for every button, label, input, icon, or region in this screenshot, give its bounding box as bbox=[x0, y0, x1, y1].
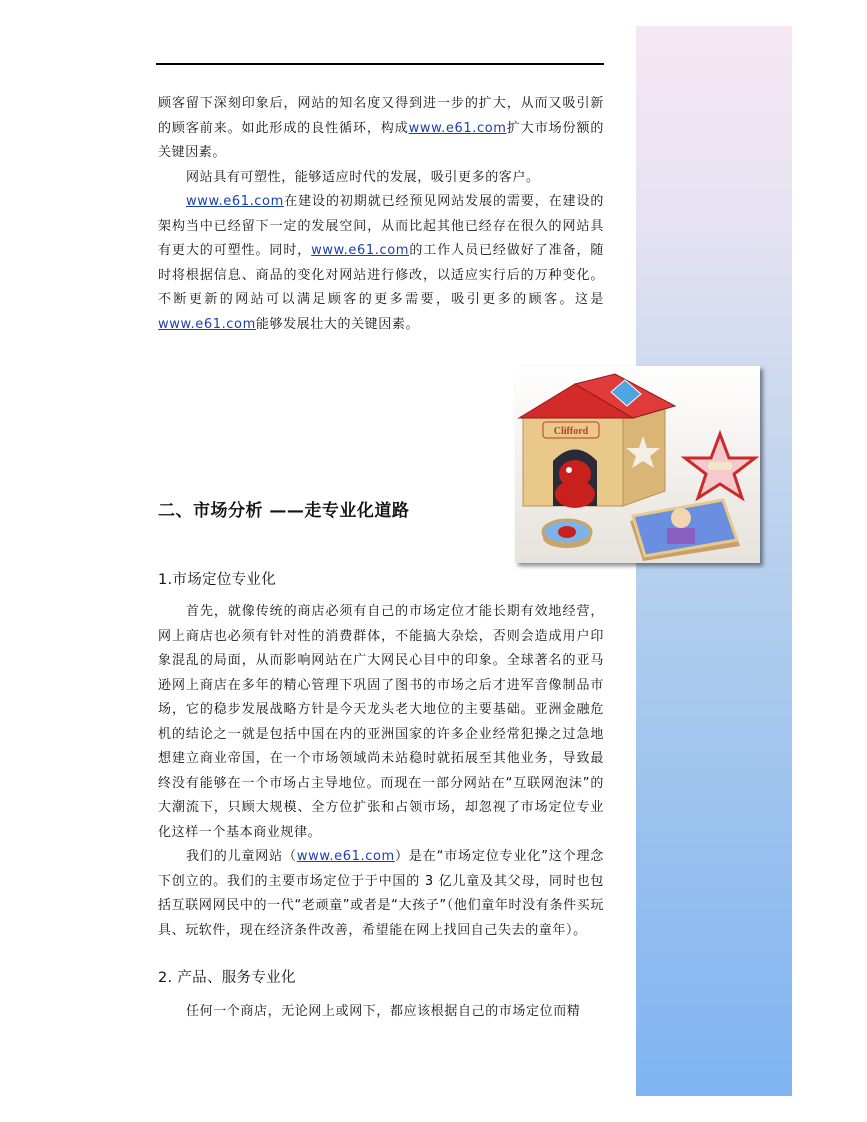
brand-logo-text: Clifford bbox=[553, 426, 589, 437]
section2-text-block bbox=[158, 600, 604, 943]
site-link[interactable]: www.e61.com bbox=[296, 849, 395, 864]
section-heading: 二、市场分析 ——走专业化道路 bbox=[158, 501, 410, 521]
paragraph: www.e61.com在建设的初期就已经预见网站发展的需要，在建设的架构当中已经留下一定的发展空间，从而比起其他已经存在很久的网站具有更大的可塑性。同时，www.e61.com的工作人员已经做好了准备，随时将根据信息、商品的变化对网站进行修改，以适应实行后的万种变化。不断更新的网站可以满足顾客的更多需要，吸引更多的顾客。这是www.e61.com能够发展壮大的关键因素。 bbox=[158, 194, 604, 332]
toy-illustration bbox=[515, 366, 760, 563]
paragraph: 我们的儿童网站（www.e61.com）是在“市场定位专业化”这个理念下创立的。我们的主要市场定位于于中国的 3 亿儿童及其父母，同时也包括互联网网民中的一代“老顽童”或者是“大孩子”（他们童年时没有条件买玩具、玩软件，现在经济条件改善，希望能在网上找回自己失去的童年）。 bbox=[158, 849, 604, 938]
paragraph: 顾客留下深刻印象后，网站的知名度又得到进一步的扩大，从而又吸引新的顾客前来。如此形成的良性循环，构成www.e61.com扩大市场份额的关键因素。 bbox=[158, 96, 604, 160]
subsection-heading-1: 1.市场定位专业化 bbox=[158, 572, 277, 588]
site-link[interactable]: www.e61.com bbox=[408, 120, 507, 136]
paragraph: 首先，就像传统的商店必须有自己的市场定位才能长期有效地经营，网上商店也必须有针对性的消费群体，不能搞大杂烩，否则会造成用户印象混乱的局面，从而影响网站在广大网民心目中的印象。全球著名的亚马逊网上商店在多年的精心管理下巩固了图书的市场之后才进军音像制品市场，它的稳步发展战略方针是今天龙头老大地位的主要基础。亚洲金融危机的结论之一就是包括中国在内的亚洲国家的许多企业经常犯操之过急地想建立商业帝国，在一个市场领域尚未站稳时就拓展至其他业务，导致最终没有能够在一个市场占主导地位。而现在一部分网站在“互联网泡沫”的大潮流下，只顾大规模、全方位扩张和占领市场，却忽视了市场定位专业化这样一个基本商业规律。 bbox=[158, 604, 604, 840]
toy-doghouse-photo bbox=[515, 366, 760, 563]
header-rule bbox=[156, 63, 604, 65]
site-link[interactable]: www.e61.com bbox=[186, 194, 284, 209]
subsection-heading-2: 2. 产品、服务专业化 bbox=[158, 970, 296, 986]
site-link[interactable]: www.e61.com bbox=[311, 243, 410, 258]
section2-text-block-2 bbox=[158, 1000, 604, 1025]
site-link[interactable]: www.e61.com bbox=[158, 316, 256, 332]
paragraph: 任何一个商店，无论网上或网下，都应该根据自己的市场定位而精 bbox=[186, 1004, 581, 1019]
paragraph: 网站具有可塑性，能够适应时代的发展，吸引更多的客户。 bbox=[186, 169, 540, 185]
intro-text-block bbox=[158, 92, 604, 337]
